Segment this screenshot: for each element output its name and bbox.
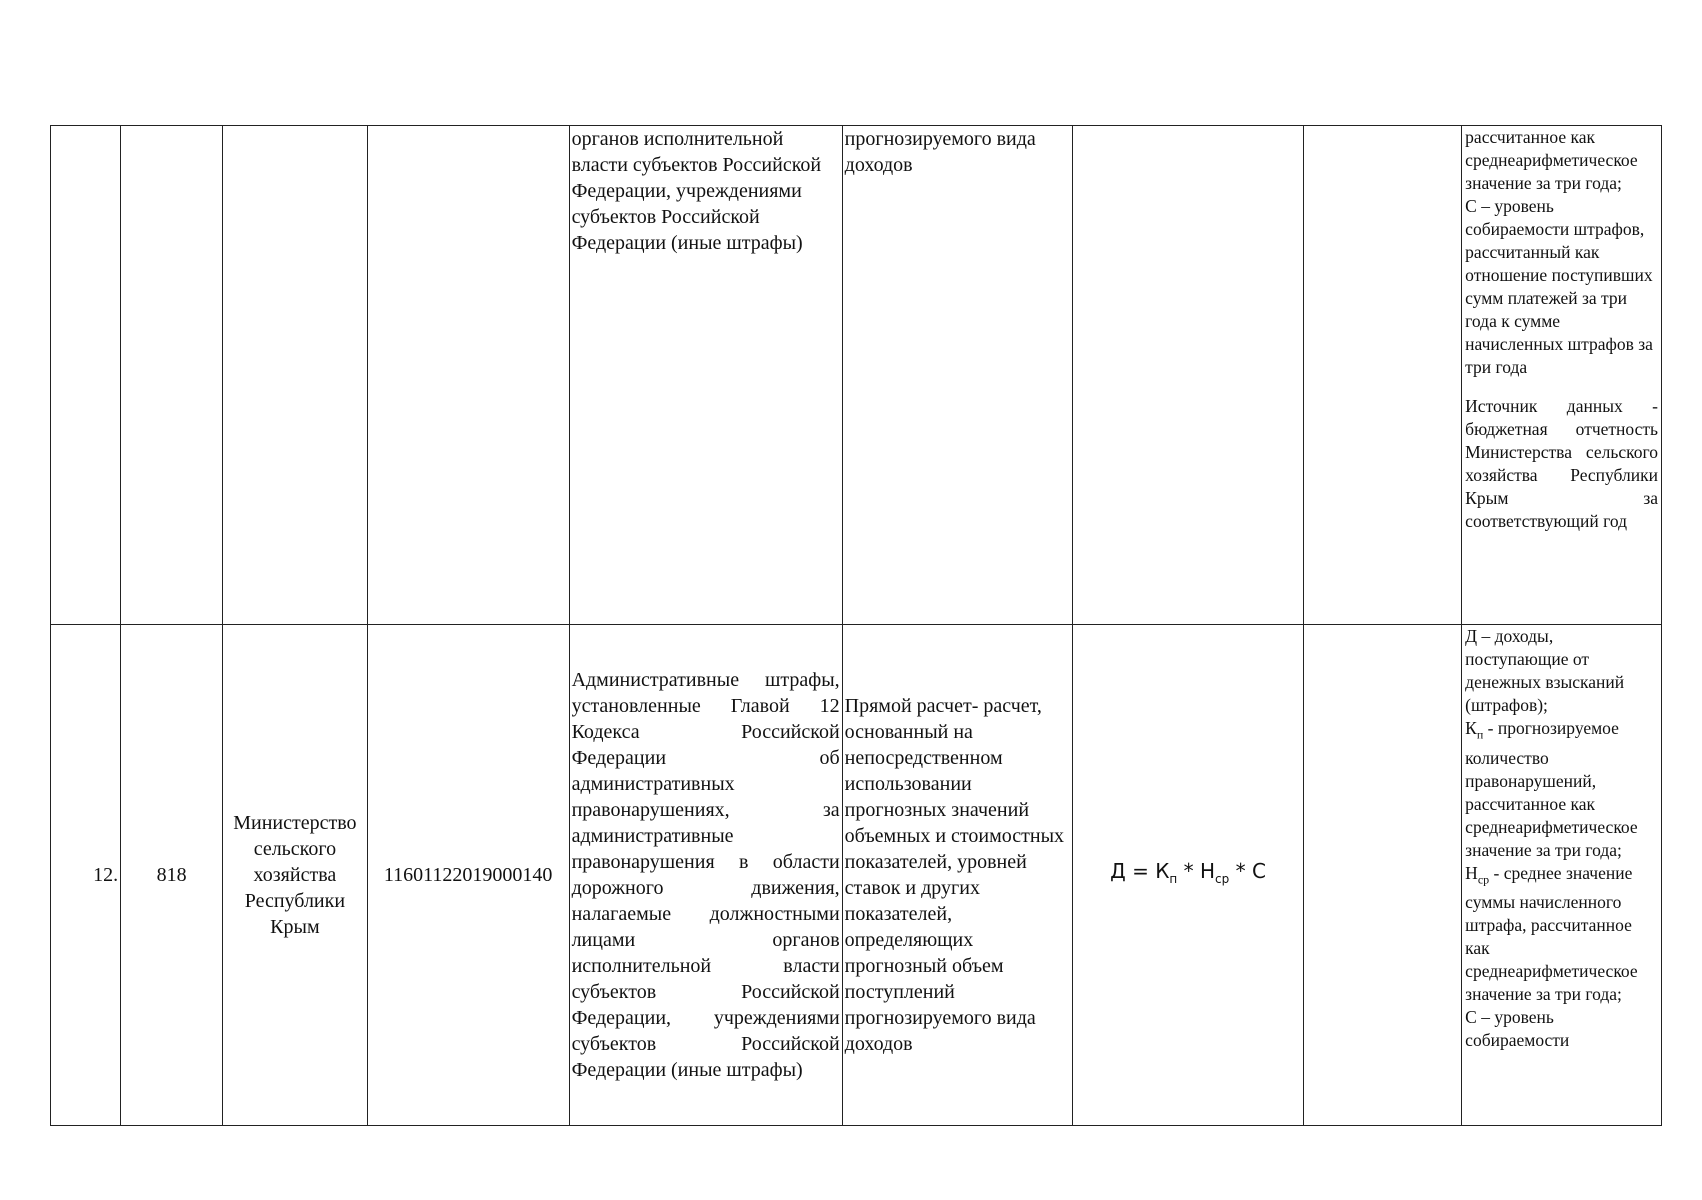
notes-c-definition: С – уровень собираемости <box>1465 1007 1570 1050</box>
cell-notes <box>1462 625 1662 1126</box>
income-name-text: Административные штрафы, установленные Главой 12 Кодекса Российской Федерации об административных правонарушениях, за административные правонарушения в области дорожного движения, налагаемые должностными лицами органов исполнительной власти субъектов Российской Федерации, учреждениями субъектов Российской Федерации (иные штрафы) <box>571 669 840 1081</box>
document-table <box>50 125 1662 1126</box>
cell-number <box>51 126 121 625</box>
cell-formula <box>1073 625 1304 1126</box>
admin-code: 818 <box>156 864 187 886</box>
cell-notes <box>1462 126 1662 625</box>
cell-income-name <box>569 126 842 625</box>
cell-kbk <box>367 625 569 1126</box>
table-row <box>51 126 1662 625</box>
row-number: 12. <box>93 864 119 886</box>
cell-method <box>842 126 1073 625</box>
cell-admin-name <box>223 625 368 1126</box>
formula: $Д = К_п * Н_{ср} * С$ <box>1110 859 1266 886</box>
cell-number <box>51 625 121 1126</box>
table-row <box>51 625 1662 1126</box>
notes-paragraph: С – уровень собираемости штрафов, рассчитанный как отношение поступивших сумм платежей за три года к сумме начисленных штрафов за три года <box>1465 196 1653 377</box>
cell-admin-name <box>223 126 368 625</box>
notes-source: Источник данных - бюджетная отчетность Министерства сельского хозяйства Республики Крым за соответствующий год <box>1465 396 1658 531</box>
method-text: прогнозируемого вида доходов <box>844 128 1036 176</box>
cell-admin-code <box>121 126 223 625</box>
cell-formula <box>1073 126 1304 625</box>
kbk-code: 11601122019000140 <box>383 864 553 886</box>
cell-income-name <box>569 625 842 1126</box>
cell-empty <box>1303 625 1461 1126</box>
method-text: Прямой расчет- расчет, основанный на непосредственном использовании прогнозных значений объемных и стоимостных показателей, уровней ставок и других показателей, определяющих прогнозный объем поступлений прогнозируемого вида доходов <box>844 695 1065 1055</box>
cell-method <box>842 625 1073 1126</box>
cell-kbk <box>367 126 569 625</box>
cell-admin-code <box>121 625 223 1126</box>
notes-d-definition: Д – доходы, поступающие от денежных взысканий (штрафов); <box>1465 626 1625 715</box>
notes-paragraph: рассчитанное как среднеарифметическое значение за три года; <box>1465 127 1638 193</box>
notes-n-definition: $Н_{ср}$ - среднее значение суммы начисленного штрафа, рассчитанное как среднеарифметическое значение за три года; <box>1465 862 1638 1004</box>
admin-name: Министерство сельского хозяйства Республики Крым <box>233 812 357 938</box>
income-name-text: органов исполнительной власти субъектов Российской Федерации, учреждениями субъектов Российской Федерации (иные штрафы) <box>571 128 822 254</box>
cell-empty <box>1303 126 1461 625</box>
notes-k-definition: $К_п$ - прогнозируемое количество правонарушений, рассчитанное как среднеарифметическое значение за три года; <box>1465 718 1638 860</box>
